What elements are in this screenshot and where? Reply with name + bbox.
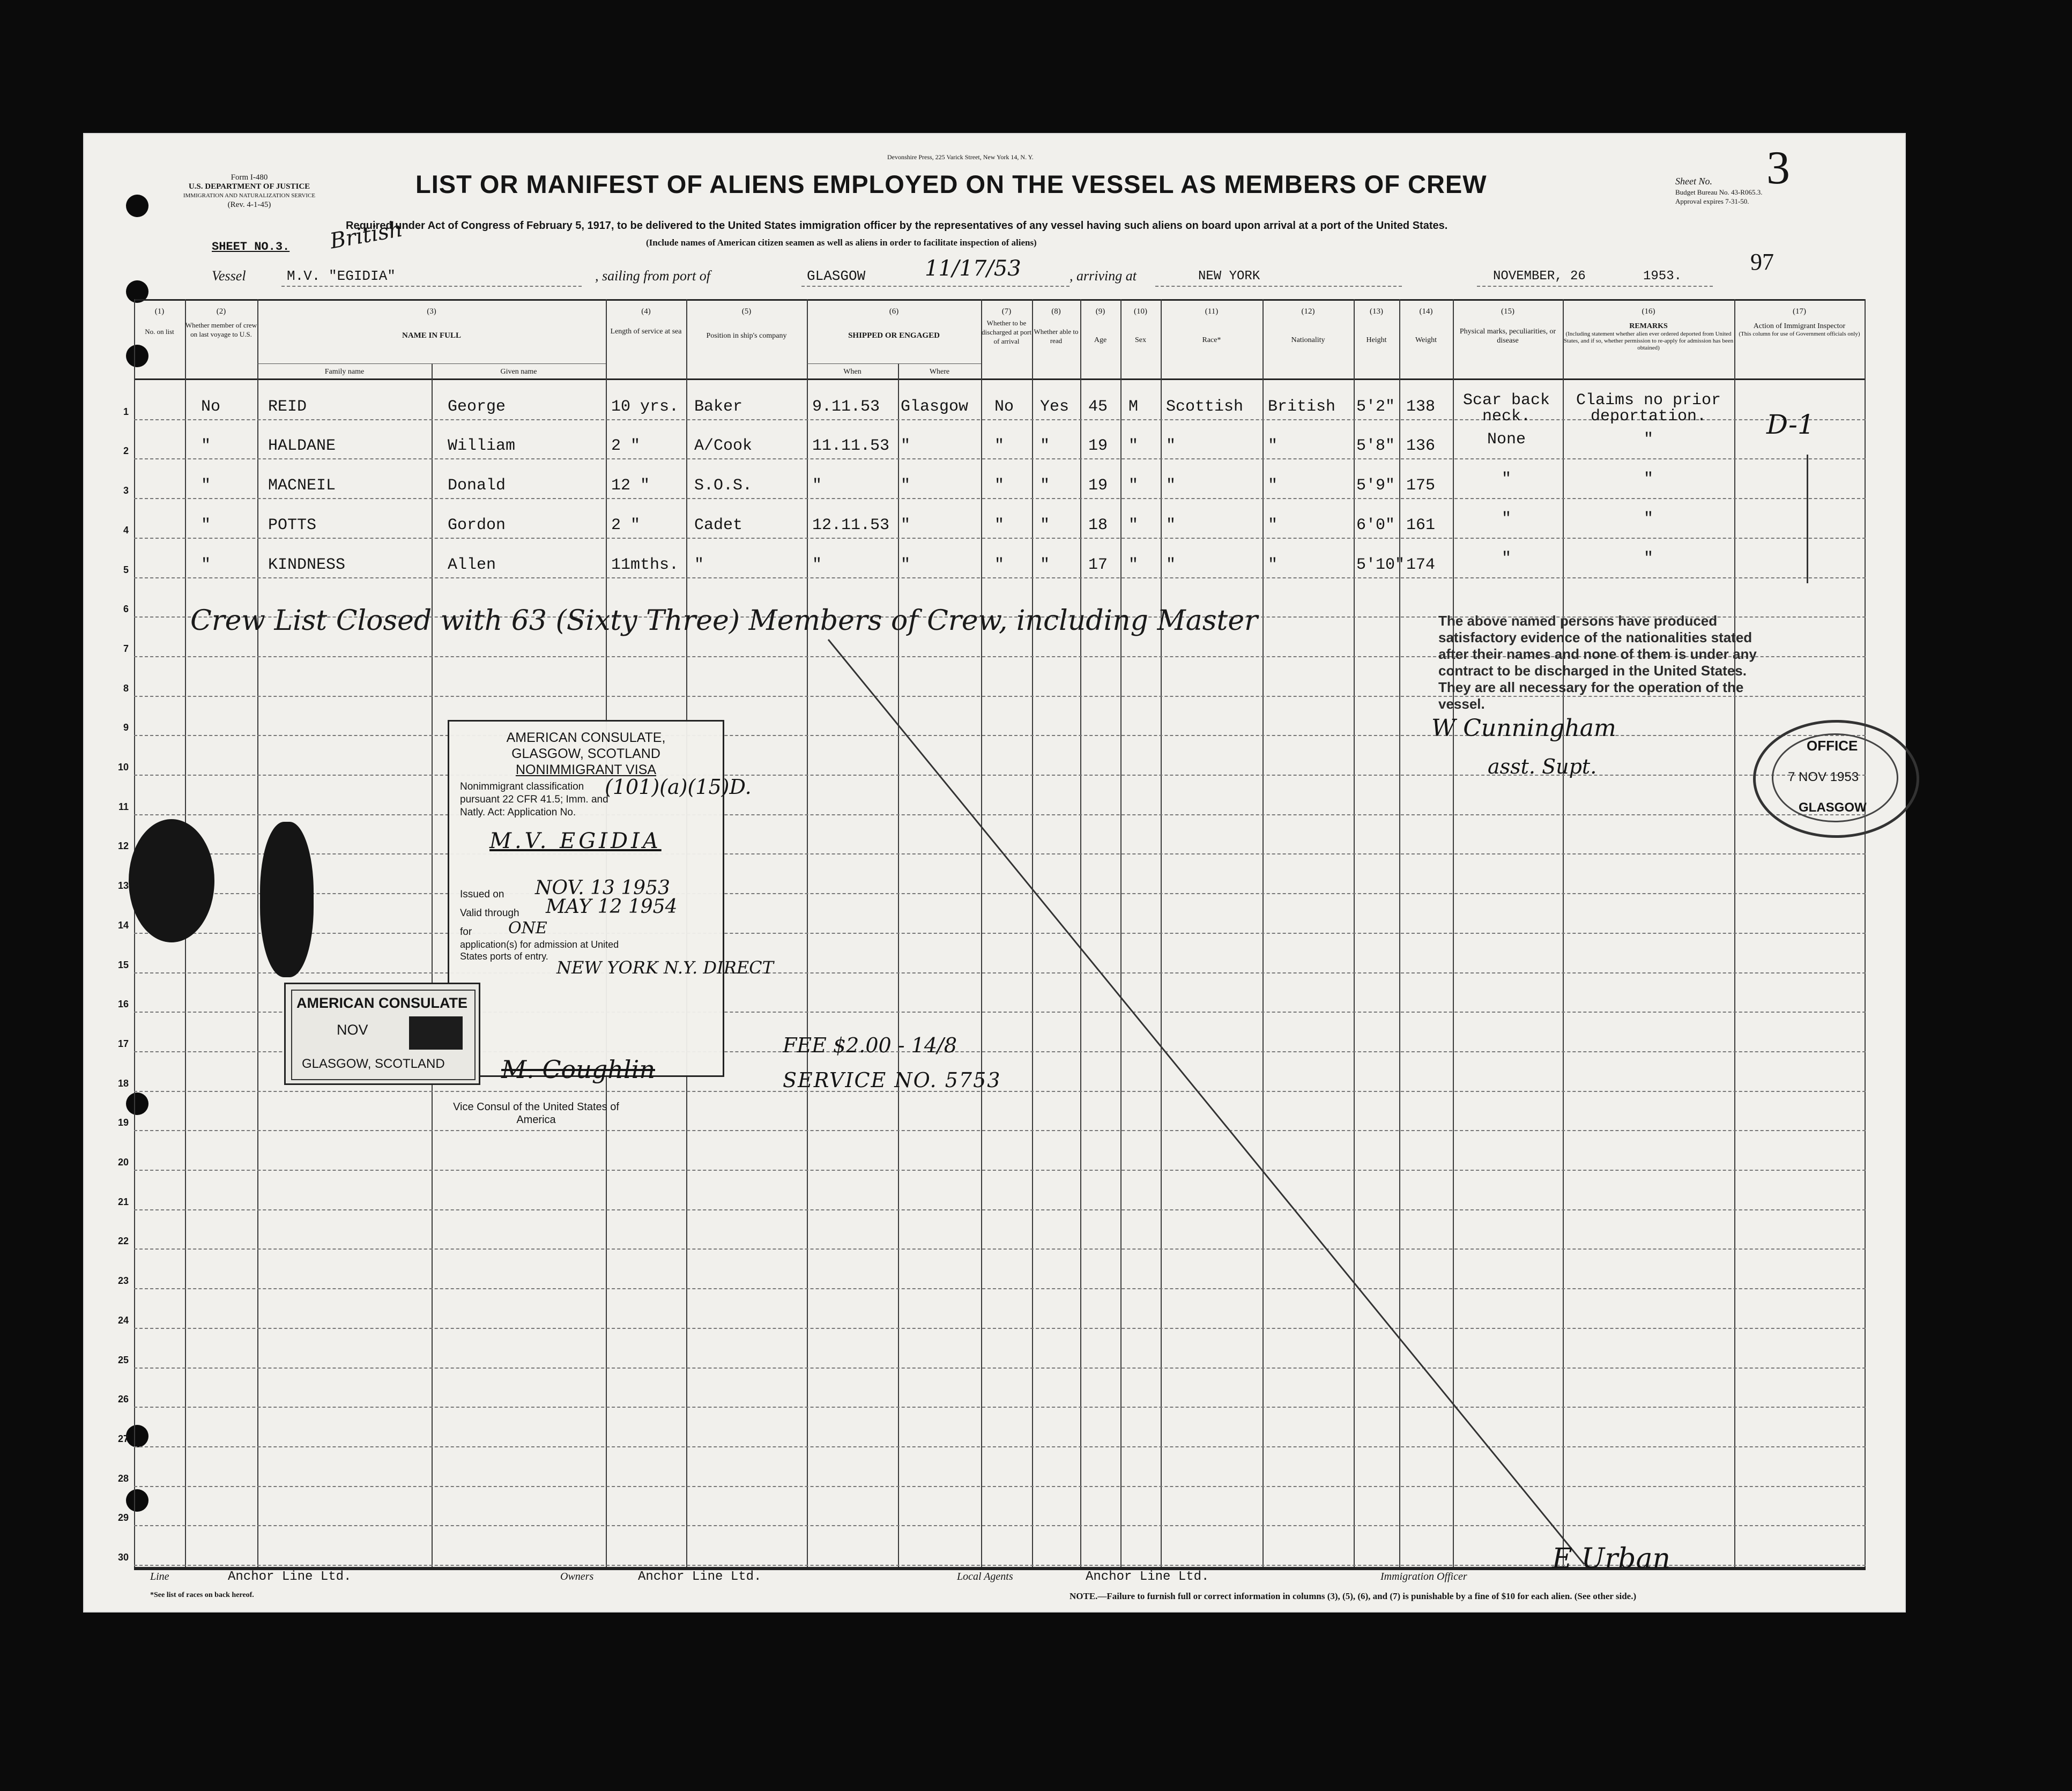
sheet-label: Sheet No. — [1675, 176, 1712, 187]
col-header-3: (3) NAME IN FULL — [402, 307, 461, 340]
subheader-family-name: Family name — [324, 368, 365, 376]
crew-cell-where: " — [901, 555, 911, 574]
crew-cell-service: 10 yrs. — [611, 397, 679, 416]
footer-line-value: Anchor Line Ltd. — [228, 1570, 352, 1584]
crew-cell-height: 5'9" — [1356, 477, 1395, 495]
crew-cell-position: " — [694, 555, 704, 574]
subheader-where: Where — [929, 368, 950, 376]
row-number: 24 — [117, 1314, 129, 1326]
row-number: 8 — [123, 682, 129, 694]
crew-cell-given: Allen — [448, 555, 496, 574]
row-number: 16 — [117, 999, 129, 1010]
crew-cell-last-voyage: " — [201, 555, 211, 574]
row-number: 5 — [123, 564, 129, 575]
crew-cell-when: 12.11.53 — [812, 516, 890, 534]
row-number: 27 — [117, 1433, 129, 1444]
crew-cell-weight: 138 — [1406, 397, 1436, 416]
fee-stamp-line3: GLASGOW, SCOTLAND — [302, 1057, 445, 1071]
crew-cell-given: Donald — [448, 477, 506, 495]
col-header-12: (12) Nationality — [1291, 307, 1325, 344]
visa-issued: NOV. 13 1953 — [535, 877, 670, 899]
crew-cell-marks: None — [1487, 430, 1526, 449]
col-header-16: (16) REMARKS (Including statement whether alien ever ordered deported from United States, and if so, whether permission to re-apply for admission has been obtained) — [1563, 307, 1734, 351]
include-note: (Include names of American citizen seamen as well as aliens in order to facilitate inspection of aliens) — [646, 237, 1037, 248]
row-number: 30 — [117, 1552, 129, 1563]
crew-cell-read: " — [1040, 516, 1050, 534]
crew-cell-last-voyage: No — [201, 397, 221, 416]
crew-cell-service: 11mths. — [611, 555, 679, 574]
crew-cell-sex: " — [1128, 477, 1139, 495]
arrival-date: NOVEMBER, 26 — [1493, 269, 1586, 284]
col-header-8: (8) Whether able to read — [1034, 307, 1079, 345]
fee-text: FEE $2.00 - 14/8 — [783, 1034, 957, 1057]
visa-stamp-line1: AMERICAN CONSULATE, — [506, 730, 666, 745]
nationality-statement: The above named persons have produced satisfactory evidence of the nationalities stated after their names and none of them is under any contract to be discharged in the United States. They are all necessary for the operation of the vessel. — [1438, 613, 1757, 712]
crew-cell-height: 5'10" — [1356, 555, 1405, 574]
row-number: 28 — [117, 1473, 129, 1484]
crew-cell-remarks: " — [1643, 430, 1653, 449]
visa-vessel: M.V. EGIDIA — [489, 829, 662, 853]
col-header-11: (11) Race* — [1202, 307, 1221, 344]
vessel-name: M.V. "EGIDIA" — [287, 268, 396, 284]
crew-cell-read: Yes — [1040, 397, 1070, 416]
visa-classification: (101)(a)(15)D. — [605, 775, 752, 799]
sailing-label: , sailing from port of — [595, 268, 711, 284]
visa-for: ONE — [508, 919, 547, 938]
crew-cell-family: MACNEIL — [268, 477, 336, 495]
form-number: Form I-480 — [231, 173, 268, 182]
crew-cell-weight: 174 — [1406, 555, 1436, 574]
crew-cell-last-voyage: " — [201, 477, 211, 495]
crew-cell-where: " — [901, 437, 911, 456]
arriving-label: , arriving at — [1070, 268, 1137, 284]
crew-cell-age: 19 — [1088, 477, 1108, 495]
crew-cell-position: Baker — [694, 397, 743, 416]
form-title: LIST OR MANIFEST OF ALIENS EMPLOYED ON THE VESSEL AS MEMBERS OF CREW — [415, 170, 1487, 198]
col-header-2: (2) Whether member of crew on last voyage to U.S. — [185, 307, 257, 338]
row-number: 15 — [117, 959, 129, 970]
row-number: 7 — [123, 643, 129, 654]
arrival-year: 1953. — [1643, 269, 1682, 284]
row-number: 9 — [123, 722, 129, 733]
visa-valid-label: Valid through — [460, 908, 519, 919]
page-number: 97 — [1750, 249, 1774, 275]
sailing-port: GLASGOW — [807, 268, 866, 284]
crew-cell-age: 17 — [1088, 555, 1108, 574]
row-number: 1 — [123, 406, 129, 417]
vice-consul-signature: M. Coughlin — [501, 1055, 655, 1084]
visa-applications-label: application(s) for admission at United States ports of entry. — [460, 939, 619, 962]
col-header-7: (7) Whether to be discharged at port of arrival — [982, 307, 1031, 345]
crew-cell-read: " — [1040, 555, 1050, 574]
form-revision: (Rev. 4-1-45) — [227, 200, 271, 209]
crew-cell-where: " — [901, 477, 911, 495]
subheader-given-name: Given name — [500, 368, 537, 376]
row-number: 29 — [117, 1512, 129, 1524]
col-header-1: (1) No. on list — [145, 307, 174, 336]
postmark-bottom: GLASGOW — [1799, 800, 1867, 815]
crew-cell-race: " — [1166, 516, 1176, 534]
crew-cell-discharged: " — [994, 555, 1005, 574]
row-number: 11 — [118, 801, 129, 812]
crew-cell-height: 5'2" — [1356, 397, 1395, 416]
crew-cell-height: 5'8" — [1356, 437, 1395, 456]
crew-cell-position: A/Cook — [694, 437, 753, 456]
col-header-4: (4) Length of service at sea — [610, 307, 682, 336]
crew-cell-position: S.O.S. — [694, 477, 753, 495]
crew-cell-family: REID — [268, 397, 307, 416]
visa-classification-label: Nonimmigrant classification pursuant 22 CFR 41.5; Imm. and Natly. Act: Application No. — [460, 781, 608, 818]
footer-owners-label: Owners — [560, 1571, 594, 1582]
row-number: 19 — [117, 1117, 129, 1128]
department: U.S. DEPARTMENT OF JUSTICE — [188, 182, 310, 191]
sailing-date: 11/17/53 — [925, 256, 1021, 281]
fee-stamp-line2: NOV — [337, 1022, 368, 1038]
row-number: 21 — [117, 1196, 129, 1207]
visa-issued-label: Issued on — [460, 889, 504, 900]
crew-cell-weight: 161 — [1406, 516, 1436, 534]
visa-ports: NEW YORK N.Y. DIRECT — [556, 957, 774, 978]
sheet-number: 3 — [1766, 142, 1790, 194]
row-number: 18 — [117, 1077, 129, 1089]
crew-cell-weight: 175 — [1406, 477, 1436, 495]
col-header-13: (13) Height — [1366, 307, 1387, 344]
row-number: 10 — [117, 762, 129, 772]
crew-cell-family: HALDANE — [268, 437, 336, 456]
crew-cell-age: 45 — [1088, 397, 1108, 416]
crew-cell-where: " — [901, 516, 911, 534]
crew-cell-when: " — [812, 555, 822, 574]
row-number: 4 — [123, 524, 129, 536]
crew-cell-service: 12 " — [611, 477, 650, 495]
visa-stamp-line2: GLASGOW, SCOTLAND — [511, 746, 660, 761]
crew-cell-race: " — [1166, 437, 1176, 456]
col-header-5: (5) Position in ship's company — [706, 307, 787, 340]
crew-cell-marks: " — [1501, 470, 1511, 489]
visa-stamp-line3: NONIMMIGRANT VISA — [515, 762, 657, 777]
crew-cell-given: George — [448, 397, 506, 416]
crew-cell-sex: " — [1128, 516, 1139, 534]
british-annotation: British — [328, 217, 405, 254]
inspector-mark: D-1 — [1766, 409, 1815, 440]
postmark-date: 7 NOV 1953 — [1788, 770, 1859, 784]
crew-cell-service: 2 " — [611, 437, 641, 456]
col-header-9: (9) Age — [1094, 307, 1107, 344]
races-note: *See list of races on back hereof. — [150, 1591, 254, 1599]
diagonal-cancel-line — [83, 133, 1906, 1612]
vessel-label: Vessel — [212, 268, 246, 284]
crew-closed-note: Crew List Closed with 63 (Sixty Three) Members of Crew, including Master — [190, 605, 1258, 637]
crew-cell-sex: " — [1128, 555, 1139, 574]
budget-bureau: Budget Bureau No. 43-R065.3. — [1675, 188, 1763, 196]
row-number: 23 — [117, 1275, 129, 1287]
footer-officer-label: Immigration Officer — [1380, 1571, 1467, 1582]
crew-cell-last-voyage: " — [201, 437, 211, 456]
row-number: 2 — [123, 445, 129, 457]
service-number: SERVICE NO. 5753 — [783, 1068, 1001, 1092]
crew-cell-marks: " — [1501, 509, 1511, 528]
footer-note: NOTE.—Failure to furnish full or correct information in columns (3), (5), (6), and (7) is punishable by a fine of $10 for each alien. (See other side.) — [1070, 1591, 1637, 1601]
crew-cell-marks: " — [1501, 549, 1511, 568]
approval-expiry: Approval expires 7-31-50. — [1675, 197, 1749, 205]
crew-cell-service: 2 " — [611, 516, 641, 534]
crew-cell-nationality: " — [1268, 437, 1278, 456]
row-number: 13 — [117, 880, 129, 891]
crew-cell-nationality: " — [1268, 555, 1278, 574]
crew-cell-remarks: " — [1643, 509, 1653, 528]
crew-cell-family: KINDNESS — [268, 555, 346, 574]
crew-cell-sex: " — [1128, 437, 1139, 456]
col-header-6: (6) SHIPPED OR ENGAGED — [848, 307, 940, 340]
crew-cell-age: 19 — [1088, 437, 1108, 456]
printer-note: Devonshire Press, 225 Varick Street, New York 14, N. Y. — [887, 153, 1034, 161]
subheader-when: When — [843, 368, 862, 376]
crew-cell-sex: M — [1128, 397, 1139, 416]
requirement-text: Required under Act of Congress of February 5, 1917, to be delivered to the United States immigration officer by the representatives of any vessel having such aliens on board upon arrival at a port of the United States. — [346, 220, 1448, 232]
manifest-sheet — [83, 133, 1906, 1612]
crew-cell-read: " — [1040, 477, 1050, 495]
officer-signature: E Urban — [1552, 1543, 1670, 1575]
footer-line-label: Line — [150, 1571, 169, 1582]
footer-owners-value: Anchor Line Ltd. — [638, 1570, 762, 1584]
crew-cell-when: " — [812, 477, 822, 495]
crew-cell-read: " — [1040, 437, 1050, 456]
row-number: 12 — [117, 841, 129, 852]
crew-cell-last-voyage: " — [201, 516, 211, 534]
service-name: IMMIGRATION AND NATURALIZATION SERVICE — [183, 192, 316, 199]
postmark-top: OFFICE — [1807, 738, 1858, 754]
crew-cell-age: 18 — [1088, 516, 1108, 534]
row-number: 22 — [117, 1236, 129, 1247]
crew-cell-when: 11.11.53 — [812, 437, 890, 456]
crew-cell-weight: 136 — [1406, 437, 1436, 456]
crew-cell-remarks: Claims no prior deportation. — [1576, 391, 1721, 426]
col-header-10: (10) Sex — [1134, 307, 1147, 344]
vice-consul-title: Vice Consul of the United States of America — [453, 1101, 619, 1126]
visa-valid: MAY 12 1954 — [546, 896, 678, 918]
crew-cell-remarks: " — [1643, 549, 1653, 568]
row-number: 3 — [123, 485, 129, 496]
crew-cell-race: " — [1166, 477, 1176, 495]
crew-cell-discharged: " — [994, 437, 1005, 456]
crew-cell-discharged: No — [994, 397, 1014, 416]
row-number: 6 — [123, 604, 129, 615]
crew-cell-given: Gordon — [448, 516, 506, 534]
crew-cell-race: Scottish — [1166, 397, 1244, 416]
sheet-no-line: SHEET NO.3. — [212, 240, 290, 254]
agent-title: asst. Supt. — [1488, 755, 1597, 778]
col-header-14: (14) Weight — [1415, 307, 1437, 344]
crew-cell-position: Cadet — [694, 516, 743, 534]
crew-cell-nationality: " — [1268, 516, 1278, 534]
fee-stamp-line1: AMERICAN CONSULATE — [296, 995, 467, 1011]
footer-agents-label: Local Agents — [957, 1571, 1013, 1582]
col-header-15: (15) Physical marks, peculiarities, or disease — [1459, 307, 1556, 345]
crew-cell-race: " — [1166, 555, 1176, 574]
agent-signature: W Cunningham — [1431, 715, 1616, 742]
crew-cell-when: 9.11.53 — [812, 397, 880, 416]
crew-cell-remarks: " — [1643, 470, 1653, 489]
visa-for-label: for — [460, 926, 472, 938]
arriving-port: NEW YORK — [1198, 269, 1260, 284]
crew-cell-marks: Scar back neck. — [1462, 391, 1550, 426]
footer-agents-value: Anchor Line Ltd. — [1086, 1570, 1209, 1584]
crew-cell-given: William — [448, 437, 516, 456]
row-number: 14 — [117, 919, 129, 931]
crew-cell-discharged: " — [994, 477, 1005, 495]
row-number: 25 — [117, 1354, 129, 1365]
row-number: 26 — [117, 1394, 129, 1405]
crew-cell-height: 6'0" — [1356, 516, 1395, 534]
crew-cell-family: POTTS — [268, 516, 317, 534]
crew-cell-where: Glasgow — [901, 397, 969, 416]
row-number: 20 — [117, 1157, 129, 1168]
crew-cell-discharged: " — [994, 516, 1005, 534]
crew-cell-nationality: British — [1268, 397, 1336, 416]
row-number: 17 — [117, 1038, 129, 1049]
crew-cell-nationality: " — [1268, 477, 1278, 495]
col-header-17: (17) Action of Immigrant Inspector (This column for use of Government officials only) — [1739, 307, 1860, 337]
